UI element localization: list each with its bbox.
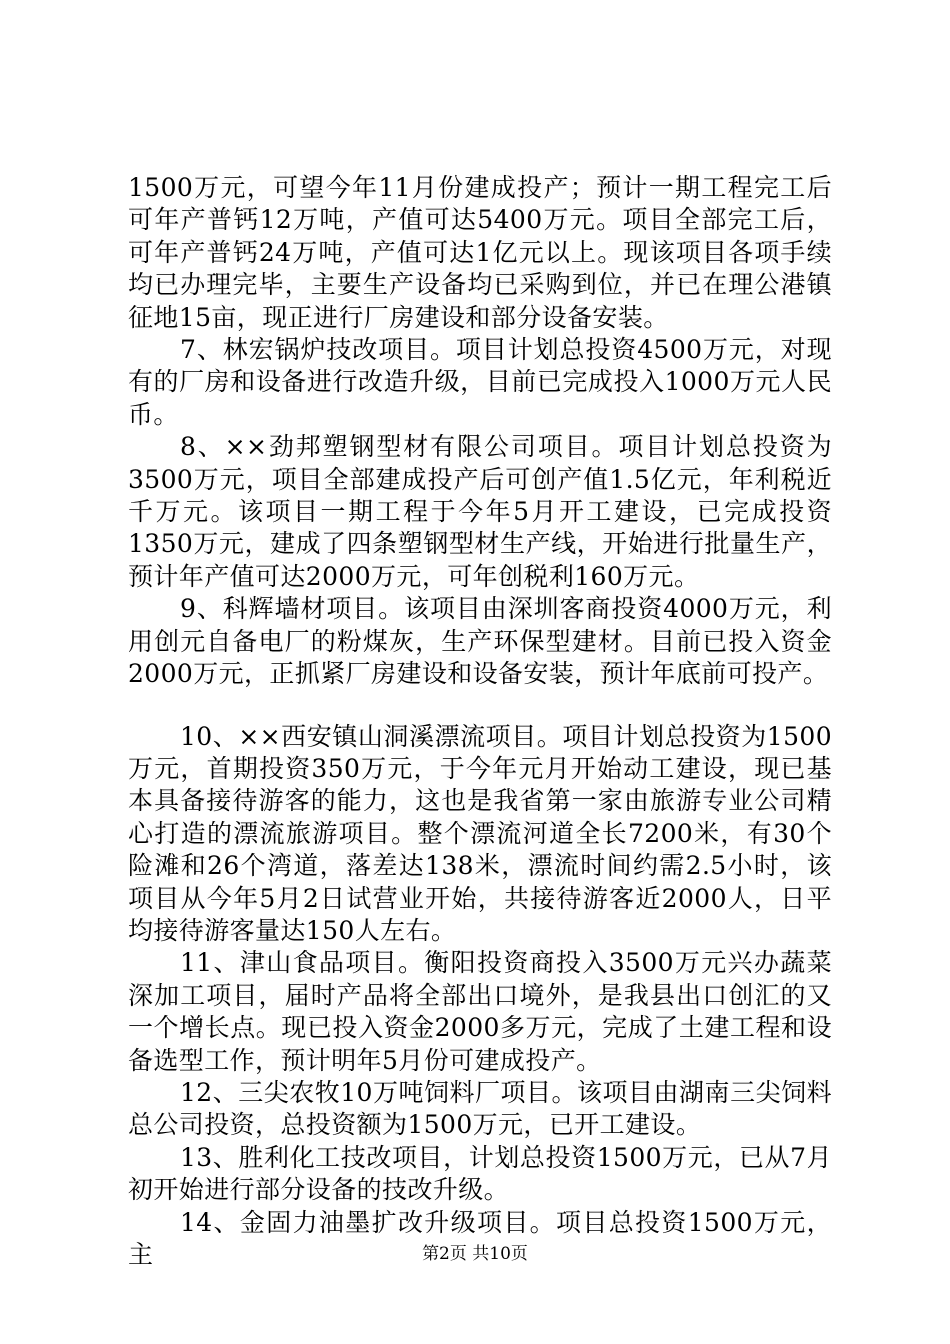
paragraph-spacer (128, 691, 832, 721)
paragraph-item-9: 9、科辉墙材项目。该项目由深圳客商投资4000万元，利用创元自备电厂的粉煤灰，生产环保型建材。目前已投入资金2000万元，正抓紧厂房建设和设备安装，预计年底前可投产。 (128, 594, 832, 689)
paragraph-item-14: 14、金固力油墨扩改升级项目。项目总投资1500万元，主 (128, 1207, 832, 1269)
paragraph-item-13: 13、胜利化工技改项目，计划总投资1500万元，已从7月初开始进行部分设备的技改升级。 (128, 1142, 832, 1205)
page-number-footer: 第2页 共10页 (422, 1244, 528, 1264)
paragraph-item-11: 11、津山食品项目。衡阳投资商投入3500万元兴办蔬菜深加工项目，届时产品将全部出口境外，是我县出口创汇的又一个增长点。现已投入资金2000多万元，完成了土建工程和设备选型工作，预计明年5月份可建成投产。 (128, 948, 832, 1075)
paragraph-item-12: 12、三尖农牧10万吨饲料厂项目。该项目由湖南三尖饲料总公司投资，总投资额为1500万元，已开工建设。 (128, 1077, 832, 1140)
paragraph-item-10: 10、××西安镇山洞溪漂流项目。项目计划总投资为1500万元，首期投资350万元，于今年元月开始动工建设，现已基本具备接待游客的能力，这也是我省第一家由旅游专业公司精心打造的漂流旅游项目。整个漂流河道全长7200米，有30个险滩和26个湾道，落差达138米，漂流时间约需2.5小时，该项目从今年5月2日试营业开始，共接待游客近2000人，日平均接待游客量达150人左右。 (128, 721, 832, 945)
document-body (128, 172, 832, 1271)
paragraph-item-8: 8、××劲邦塑钢型材有限公司项目。项目计划总投资为3500万元，项目全部建成投产后可创产值1.5亿元，年利税近千万元。该项目一期工程于今年5月开工建设，已完成投资1350万元，建成了四条塑钢型材生产线，开始进行批量生产，预计年产值可达2000万元，可年创税利160万元。 (128, 432, 832, 591)
paragraph-continuation: 1500万元，可望今年11月份建成投产；预计一期工程完工后可年产普钙12万吨，产值可达5400万元。项目全部完工后，可年产普钙24万吨，产值可达1亿元以上。现该项目各项手续均已办理完毕，主要生产设备均已采购到位，并已在理公港镇征地15亩，现正进行厂房建设和部分设备安装。 (128, 173, 832, 332)
paragraph-item-7: 7、林宏锅炉技改项目。项目计划总投资4500万元，对现有的厂房和设备进行改造升级，目前已完成投入1000万元人民币。 (128, 335, 832, 429)
